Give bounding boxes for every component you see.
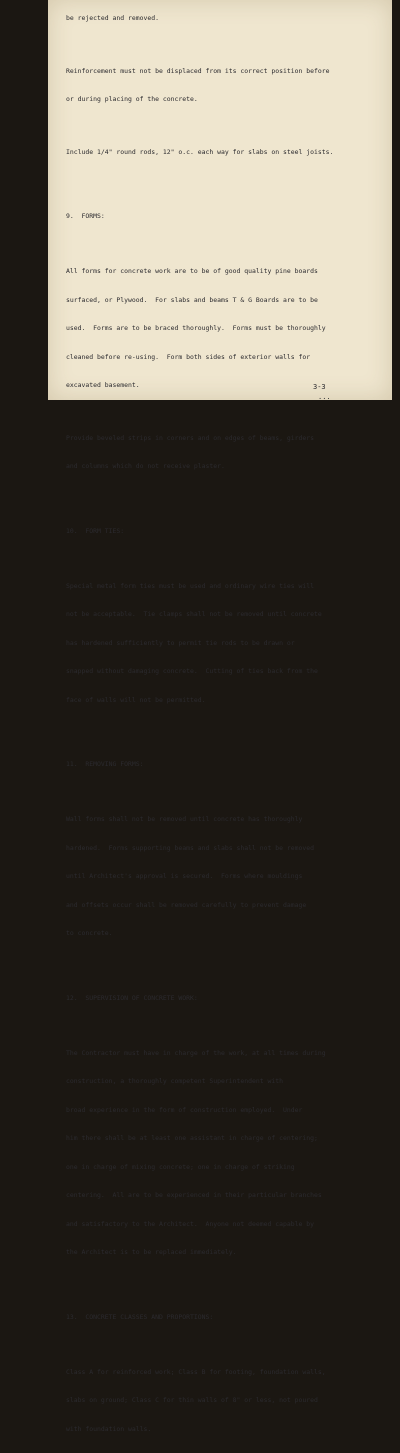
text-line: Include 1/4" round rods, 12" o.c. each way for slabs on steel joists. bbox=[66, 147, 334, 156]
text-line: until Architect's approval is secured. Forms where mouldings bbox=[66, 872, 303, 880]
text-line: Wall forms shall not be removed until concrete has thoroughly bbox=[66, 815, 303, 823]
text-line: All forms for concrete work are to be of good quality pine boards bbox=[66, 267, 318, 275]
text-line: and columns which do not receive plaster. bbox=[66, 462, 225, 470]
text-line: and satisfactory to the Architect. Anyone not deemed capable by bbox=[66, 1219, 315, 1228]
text-line: face of walls will not be permitted. bbox=[66, 695, 206, 704]
text-line: not be acceptable. Tie clamps shall not be removed until concrete bbox=[66, 610, 322, 618]
section-heading: 9. FORMS: bbox=[66, 212, 105, 220]
text-line: to concrete. bbox=[66, 929, 113, 937]
text-line: construction, a thoroughly competent Superintendent with bbox=[66, 1077, 284, 1085]
text-line: Class A for reinforced work; Class B for footing, foundation walls, bbox=[66, 1367, 326, 1376]
text-line: surfaced, or Plywood. For slabs and beams T & G Boards are to be bbox=[66, 295, 318, 304]
text-line: has hardened sufficiently to permit tie rods to be drawn or bbox=[66, 638, 295, 647]
text-line: him there shall be at least one assistant in charge of centering; bbox=[66, 1134, 318, 1142]
page-number: 3-3 bbox=[313, 383, 326, 391]
text-line: one in charge of mixing concrete; one in charge of striking bbox=[66, 1162, 295, 1171]
page-text bbox=[66, 0, 388, 1453]
text-line: Reinforcement must not be displaced from its correct position before bbox=[66, 66, 330, 75]
text-line: The Contractor must have in charge of the work, at all times during bbox=[66, 1048, 326, 1057]
page-number-extra: ... bbox=[318, 393, 331, 401]
section-heading: 12. SUPERVISION OF CONCRETE WORK: bbox=[66, 993, 198, 1002]
section-heading: 13. CONCRETE CLASSES AND PROPORTIONS: bbox=[66, 1312, 214, 1321]
text-line: snapped without damaging concrete. Cutting of ties back from the bbox=[66, 667, 318, 675]
text-line: cleaned before re-using. Form both sides of exterior walls for bbox=[66, 352, 311, 361]
text-line: Special metal form ties must be used and ordinary wire ties will bbox=[66, 581, 315, 590]
text-line: used. Forms are to be braced thoroughly. Forms must be thoroughly bbox=[66, 324, 326, 332]
text-line: or during placing of the concrete. bbox=[66, 95, 198, 103]
text-line: excavated basement. bbox=[66, 381, 140, 389]
text-line: broad experience in the form of construction employed. Under bbox=[66, 1105, 303, 1114]
text-line: be rejected and removed. bbox=[66, 14, 160, 22]
section-heading: 10. FORM TIES: bbox=[66, 526, 125, 535]
section-heading: 11. REMOVING FORMS: bbox=[66, 760, 144, 768]
text-line: centering. All are to be experienced in their particular branches bbox=[66, 1191, 322, 1199]
document-page bbox=[48, 0, 392, 1433]
text-line: hardened. Forms supporting beams and slabs shall not be removed bbox=[66, 843, 315, 852]
text-line: Provide beveled strips in corners and on edges of beams, girders bbox=[66, 433, 315, 442]
text-line: slabs on ground; Class C for thin walls of 8" or less, not poured bbox=[66, 1396, 318, 1404]
text-line: the Architect is to be replaced immediately. bbox=[66, 1248, 237, 1256]
text-line: and offsets occur shall be removed carefully to prevent damage bbox=[66, 900, 307, 909]
text-line: with foundation walls. bbox=[66, 1424, 152, 1433]
